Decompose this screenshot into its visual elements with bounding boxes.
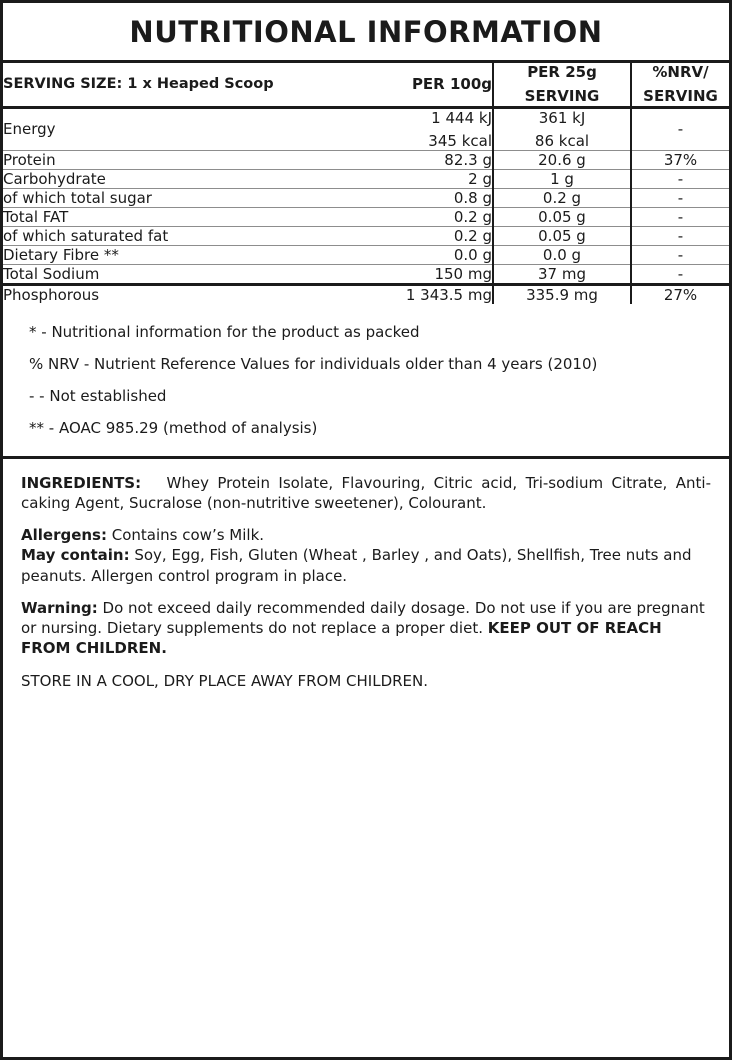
nutrient-per-serving: 0.05 g [493, 226, 631, 245]
keep-out-of-reach-text: KEEP OUT OF REACH FROM CHILDREN. [21, 619, 662, 658]
warning-paragraph [21, 598, 711, 659]
column-header-nrv [631, 63, 729, 107]
nutrient-name: of which total sugar [3, 188, 355, 207]
table-row [3, 284, 729, 304]
table-row [3, 188, 729, 207]
table-row [3, 226, 729, 245]
column-header-per-100g: PER 100g [355, 63, 493, 107]
storage-text: STORE IN A COOL, DRY PLACE AWAY FROM CHILDREN. [21, 671, 429, 690]
footnote: * - Nutritional information for the product as packed [29, 322, 420, 341]
ingredients-label: INGREDIENTS: [21, 473, 142, 492]
nutrient-name: Total FAT [3, 207, 355, 226]
nutrient-per-serving: 20.6 g [493, 150, 631, 169]
nutrient-per-100g: 0.2 g [355, 207, 493, 226]
column-header-serving-size: SERVING SIZE: 1 x Heaped Scoop [3, 63, 355, 107]
allergens-line [21, 525, 711, 545]
ingredients-text: Whey Protein Isolate, Flavouring, Citric acid, Tri-sodium Citrate, Anti-caking Agent, Sucralose (non-nutritive sweetener), Colourant. [21, 473, 711, 512]
nutrient-per-serving [493, 107, 631, 150]
nutrient-nrv: - [631, 107, 729, 150]
nutrient-per-100g: 150 mg [355, 264, 493, 284]
nutrient-per-100g: 0.2 g [355, 226, 493, 245]
value-line: 361 kJ [538, 108, 586, 127]
nutrient-name: Carbohydrate [3, 169, 355, 188]
product-info [3, 459, 729, 703]
table-row [3, 207, 729, 226]
column-header-per-serving-line2: SERVING [524, 86, 600, 105]
nutrient-per-serving: 335.9 mg [493, 284, 631, 304]
nutrient-nrv: - [631, 169, 729, 188]
table-body [3, 107, 729, 304]
allergens-text: Contains cow’s Milk. [111, 526, 265, 544]
may-contain-label: May contain: [21, 546, 130, 565]
nutrient-nrv: - [631, 245, 729, 264]
column-header-nrv-line2: SERVING [643, 86, 718, 105]
nutrient-per-serving: 1 g [493, 169, 631, 188]
footnote: % NRV - Nutrient Reference Values for individuals older than 4 years (2010) [29, 354, 598, 373]
nutrient-per-100g: 0.8 g [355, 188, 493, 207]
warning-text: Do not exceed daily recommended daily dosage. Do not use if you are pregnant or nursing. Dietary supplements do not replace a proper diet. [21, 598, 705, 637]
nutrient-name: Phosphorous [3, 285, 100, 304]
page-title: NUTRITIONAL INFORMATION [3, 3, 729, 63]
value-line: 86 kcal [534, 131, 590, 150]
warning-label: Warning: [21, 598, 98, 617]
footnote: - - Not established [29, 386, 167, 405]
column-header-per-serving-line1: PER 25g [527, 63, 597, 81]
column-header-nrv-line1: %NRV/ [652, 63, 709, 81]
allergens-label: Allergens: [21, 526, 107, 544]
table-row [3, 169, 729, 188]
nutrient-per-serving: 0.05 g [493, 207, 631, 226]
nutrient-per-serving: 0.0 g [493, 245, 631, 264]
table-row [3, 245, 729, 264]
nutrient-nrv: - [631, 226, 729, 245]
table-header [3, 63, 729, 107]
nutrient-per-100g: 0.0 g [355, 245, 493, 264]
allergen-block [21, 525, 711, 586]
nutrient-per-100g: 1 343.5 mg [405, 285, 492, 304]
table-header-row [3, 63, 729, 107]
ingredients-paragraph [21, 473, 711, 514]
nutrient-per-serving: 37 mg [493, 264, 631, 284]
nutrient-name: of which saturated fat [3, 226, 355, 245]
may-contain-line [21, 545, 711, 586]
nutrient-per-100g: 82.3 g [355, 150, 493, 169]
table-row [3, 150, 729, 169]
may-contain-text: Soy, Egg, Fish, Gluten (Wheat , Barley , and Oats), Shellfish, Tree nuts and peanuts. Allergen control program in place. [21, 546, 692, 585]
table-row [3, 107, 729, 150]
nutrient-nrv: - [631, 264, 729, 284]
nutrient-nrv: 37% [631, 150, 729, 169]
nutrient-name: Total Sodium [3, 264, 355, 284]
value-line: 1 444 kJ [431, 108, 492, 127]
value-line: 345 kcal [428, 131, 492, 150]
column-header-per-serving [493, 63, 631, 107]
nutrient-per-100g [355, 107, 493, 150]
nutrient-name: Dietary Fibre ** [3, 245, 355, 264]
nutrient-nrv: - [631, 188, 729, 207]
nutrient-nrv: 27% [631, 284, 729, 304]
table-row [3, 264, 729, 284]
nutrition-table [3, 63, 729, 304]
nutrient-per-serving: 0.2 g [493, 188, 631, 207]
nutrient-nrv: - [631, 207, 729, 226]
nutrient-name: Energy [3, 107, 355, 150]
footnote: ** - AOAC 985.29 (method of analysis) [29, 418, 318, 437]
footnotes [3, 304, 729, 459]
nutrient-name: Protein [3, 150, 355, 169]
nutrient-per-100g: 2 g [355, 169, 493, 188]
